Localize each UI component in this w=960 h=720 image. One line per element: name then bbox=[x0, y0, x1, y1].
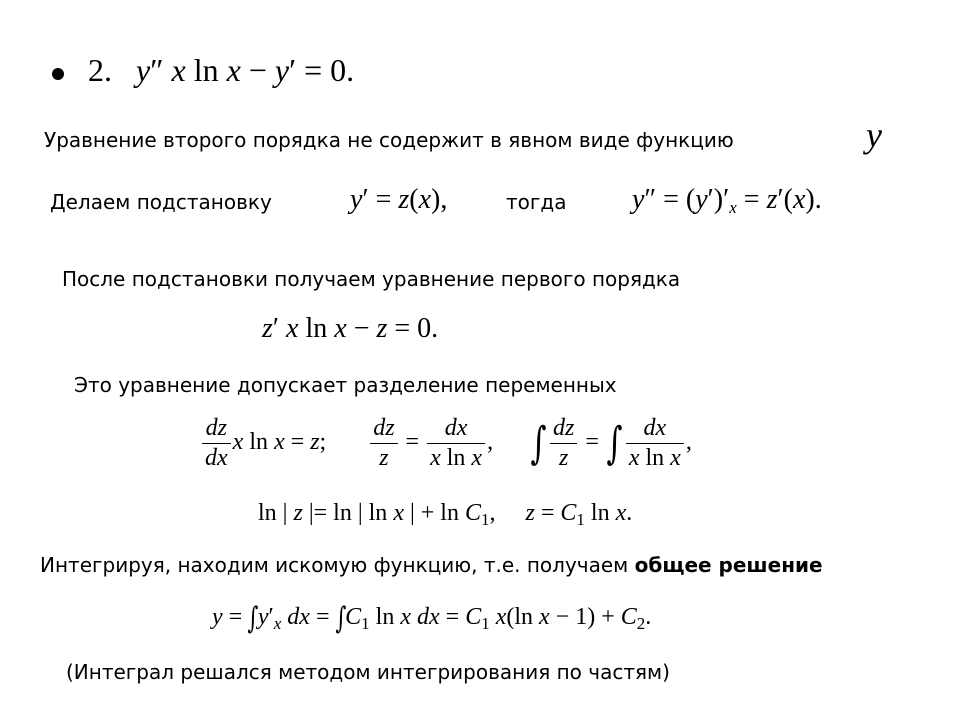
substitution-formula: y′ = z(x), bbox=[350, 184, 448, 215]
integral-sign: ∫ bbox=[606, 418, 623, 470]
bullet-icon bbox=[52, 68, 64, 80]
general-solution-formula: $y = \int y'_x$ dx = $\int C_1$ ln x dx = $C_1$ x(ln $x - 1) + C_2$. bbox=[212, 601, 652, 636]
then-word: тогда bbox=[506, 190, 567, 214]
integral-sign: ∫ bbox=[530, 418, 547, 470]
first-order-equation: z′ x ln x − z = 0. bbox=[262, 313, 439, 344]
intro-text: Уравнение второго порядка не содержит в явном виде функцию bbox=[44, 128, 734, 152]
integral-sign: ∫ bbox=[334, 601, 346, 636]
substitution-label: Делаем подстановку bbox=[50, 190, 272, 214]
separable-text: Это уравнение допускает разделение переменных bbox=[74, 373, 617, 397]
fraction-dz-z: $\frac{dz}{z}$ bbox=[370, 416, 397, 471]
integral-sign: ∫ bbox=[247, 601, 259, 636]
separation-equations: $\frac{dz}{dx}$ x ln x = z; $\frac{dz}{z}$ = $\frac{dx}{\text{x ln x}}$ , ∫ $\frac{dz}{z}$ = ∫ $\frac{dx}{\text{x ln x}}$ , bbox=[200, 416, 692, 471]
fraction-dz-dx: $\frac{dz}{dx}$ bbox=[202, 416, 231, 471]
equation-line-1: 2. y″ x ln x − y′ = 0. bbox=[52, 52, 354, 89]
second-derivative-formula: $y'' = (y')'_x = z'(x)$. bbox=[632, 184, 822, 217]
general-solution-bold: общее решение bbox=[634, 553, 823, 577]
fraction-dx-xlnx: $\frac{dx}{\text{x ln x}}$ bbox=[427, 416, 485, 471]
log-solution: ln | z |= ln | ln x | + $\ln C_1$, $z = C_1$ ln x. bbox=[258, 500, 633, 529]
item-number: 2. bbox=[88, 52, 112, 88]
function-var-y: y bbox=[866, 115, 882, 155]
integration-note: (Интеграл решался методом интегрирования по частям) bbox=[66, 660, 670, 684]
general-solution-text: Интегрируя, находим искомую функцию, т.е. получаем общее решение bbox=[40, 553, 823, 577]
fraction-dx-xlnx-2: $\frac{dx}{\text{x ln x}}$ bbox=[626, 416, 684, 471]
fraction-dz-z-2: $\frac{dz}{z}$ bbox=[550, 416, 577, 471]
after-substitution-text: После подстановки получаем уравнение первого порядка bbox=[62, 267, 681, 291]
